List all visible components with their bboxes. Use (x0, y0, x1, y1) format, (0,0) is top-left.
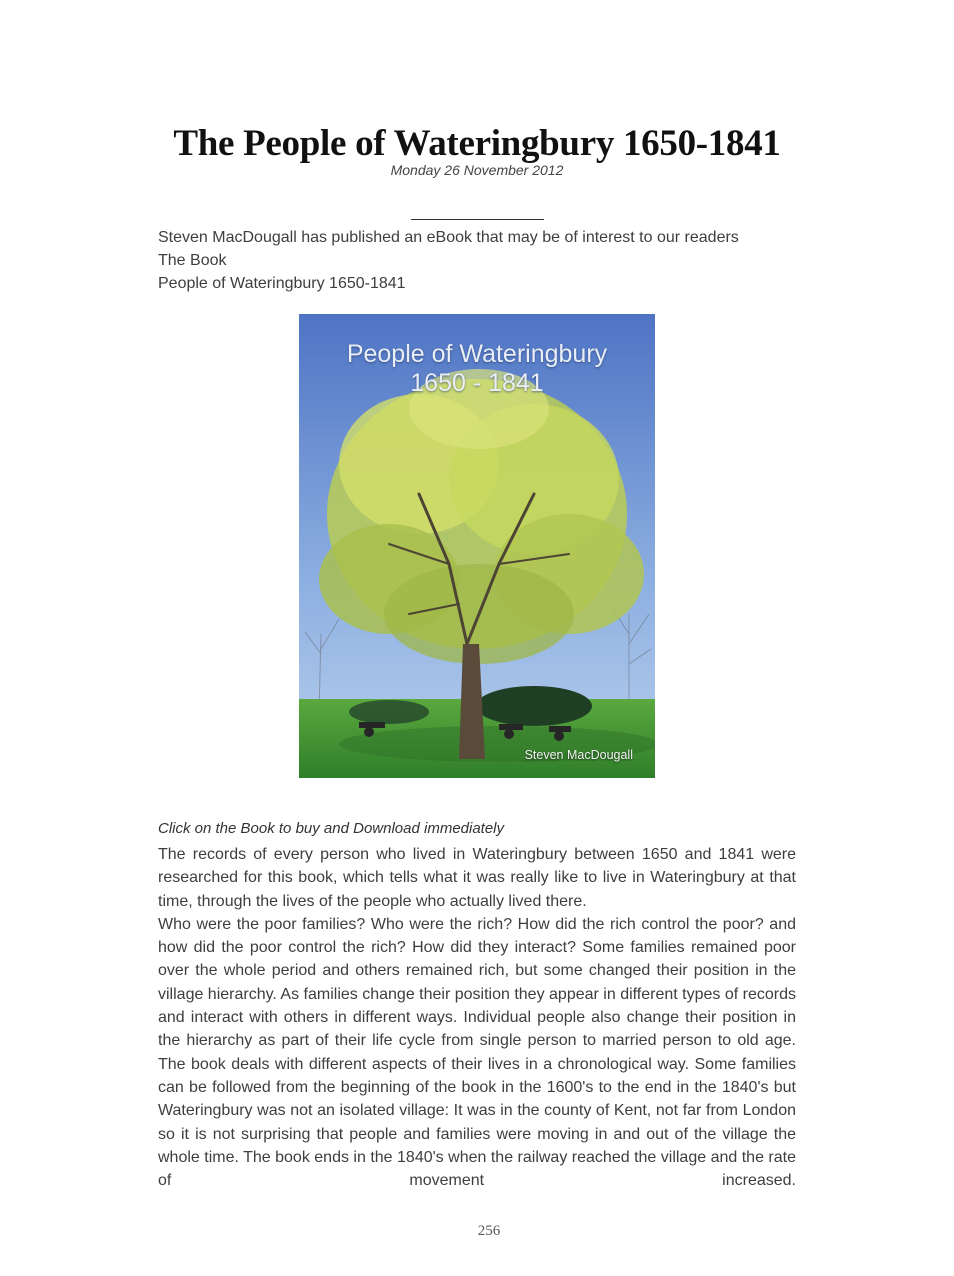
cover-caption: Click on the Book to buy and Download immediately (158, 820, 505, 837)
paragraph: The records of every person who lived in Wateringbury between 1650 and 1841 were researched for this book, which tells what it was really like to live in Wateringbury at that time, through the lives of the people who actually lived there. (158, 846, 796, 910)
article-body (158, 843, 796, 1192)
intro-book-title: People of Wateringbury 1650-1841 (158, 275, 406, 292)
cover-title-line: People of Wateringbury (346, 340, 608, 368)
page-title: The People of Wateringbury 1650-1841 (173, 123, 781, 164)
divider (411, 219, 544, 220)
paragraph: Who were the poor families? Who were the rich? How did the rich control the poor? and how did the poor control the rich? How did they interact? Some families remained poor over the whole period and others remained rich, but some changed their position in the village hierarchy. As families change their position they appear in different types of records and interact with others in different ways. Individual people also change their position in the hierarchy as part of their life cycle from single person to married person to old age. The book deals with different aspects of their lives in a chronological way. Some families can be followed from the beginning of the book in the 1600's to the end in the 1840's but Wateringbury was not an isolated village: It was in the county of Kent, not far from London so it is not surprising that people and families were moving in and out of the village the whole time. The book ends in the 1840's when the railway reached the village and the rate of movement increased. (158, 915, 796, 1190)
book-cover-link[interactable] (299, 314, 655, 778)
cover-title (299, 340, 655, 398)
intro-line: Steven MacDougall has published an eBook that may be of interest to our readers (158, 229, 739, 246)
post-date: Monday 26 November 2012 (390, 162, 564, 178)
cover-title-years: 1650 - 1841 (410, 369, 544, 397)
page-number: 256 (477, 1223, 501, 1239)
cover-author: Steven MacDougall (524, 748, 633, 762)
intro-book-heading: The Book (158, 252, 227, 269)
